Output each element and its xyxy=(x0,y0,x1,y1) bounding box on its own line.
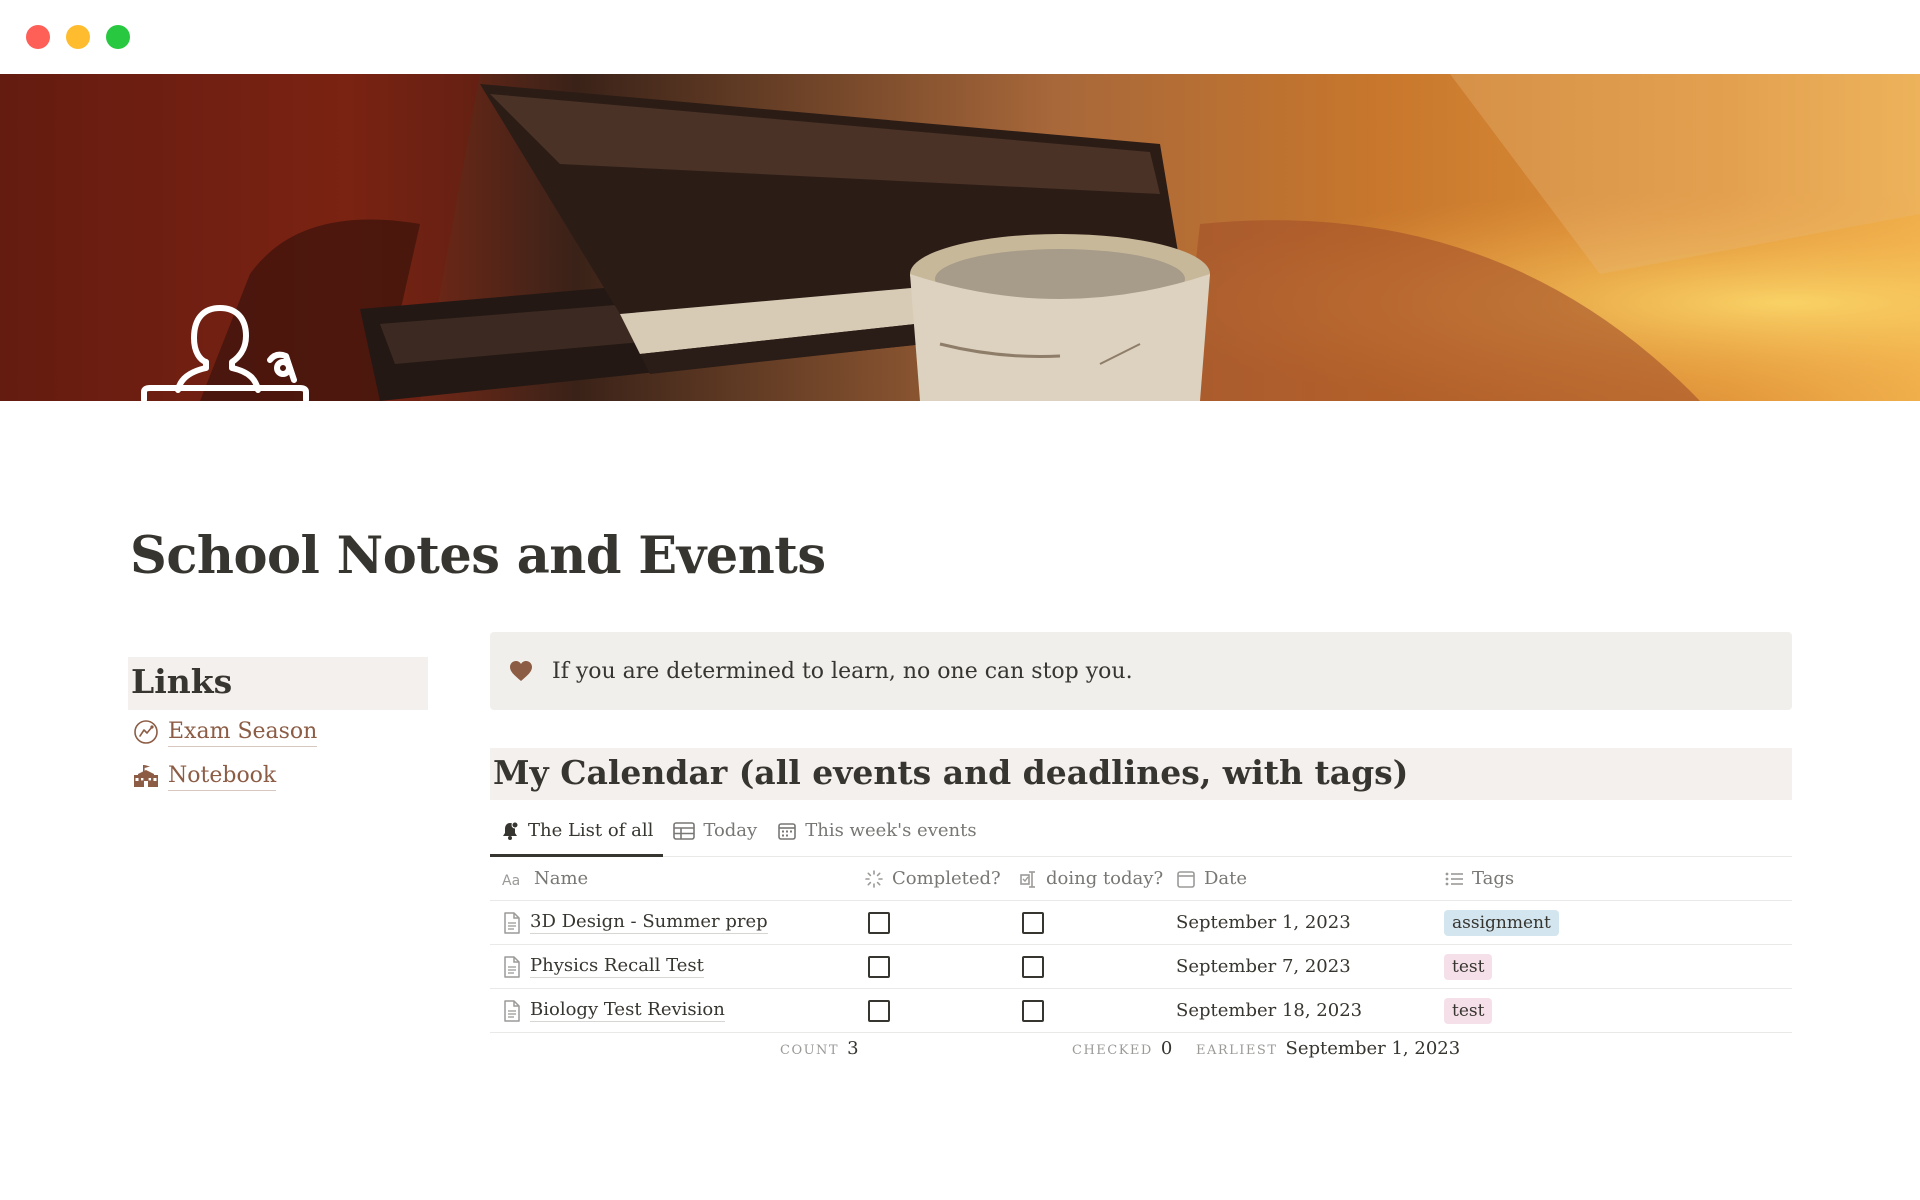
tab-label: The List of all xyxy=(528,820,654,841)
date-cell[interactable] xyxy=(1176,901,1444,944)
column-header-tags[interactable] xyxy=(1444,857,1792,900)
column-header-name[interactable] xyxy=(490,857,864,900)
row-date: September 7, 2023 xyxy=(1176,956,1351,977)
table-footer xyxy=(490,1032,1792,1072)
calendar-table xyxy=(490,857,1792,1033)
completed-checkbox[interactable] xyxy=(868,1000,890,1022)
tag-badge: assignment xyxy=(1444,910,1559,936)
column-header-label: Tags xyxy=(1472,868,1515,889)
callout-text: If you are determined to learn, no one can stop you. xyxy=(552,658,1133,684)
earliest-label: EARLIEST xyxy=(1196,1043,1278,1058)
tab-today[interactable] xyxy=(663,805,767,856)
doing-today-cell[interactable] xyxy=(1018,901,1176,944)
completed-checkbox[interactable] xyxy=(868,956,890,978)
text-property-icon xyxy=(502,871,526,887)
multi-select-property-icon xyxy=(1444,870,1464,888)
table-icon xyxy=(673,822,695,840)
chart-circle-icon xyxy=(132,718,160,746)
row-date: September 1, 2023 xyxy=(1176,912,1351,933)
link-notebook[interactable] xyxy=(128,754,428,798)
maximize-window-button[interactable] xyxy=(106,25,130,49)
document-icon xyxy=(502,1000,522,1022)
column-header-date[interactable] xyxy=(1176,857,1444,900)
heart-icon xyxy=(508,658,534,684)
count-label: COUNT xyxy=(780,1043,840,1058)
table-row[interactable] xyxy=(490,989,1792,1033)
tags-cell[interactable] xyxy=(1444,901,1792,944)
window-titlebar xyxy=(0,0,1920,74)
checkbox-property-icon xyxy=(1018,869,1038,889)
tag-badge: test xyxy=(1444,954,1492,980)
doing-today-checkbox[interactable] xyxy=(1022,1000,1044,1022)
quote-callout[interactable] xyxy=(490,632,1792,710)
column-header-doing-today[interactable] xyxy=(1018,857,1176,900)
count-calculation[interactable] xyxy=(780,1038,859,1059)
svg-text:Aa: Aa xyxy=(502,872,521,887)
date-property-icon xyxy=(1176,869,1196,889)
row-name[interactable]: Biology Test Revision xyxy=(530,999,725,1020)
name-cell[interactable] xyxy=(490,901,864,944)
doing-today-checkbox[interactable] xyxy=(1022,956,1044,978)
status-property-icon xyxy=(864,869,884,889)
name-cell[interactable] xyxy=(490,989,864,1032)
doing-today-cell[interactable] xyxy=(1018,945,1176,988)
checked-calculation[interactable] xyxy=(1072,1038,1172,1059)
bell-icon xyxy=(500,821,520,841)
tags-cell[interactable] xyxy=(1444,945,1792,988)
links-section xyxy=(128,657,428,798)
doing-today-cell[interactable] xyxy=(1018,989,1176,1032)
checked-label: CHECKED xyxy=(1072,1043,1153,1058)
table-header-row xyxy=(490,857,1792,901)
close-window-button[interactable] xyxy=(26,25,50,49)
date-cell[interactable] xyxy=(1176,989,1444,1032)
date-cell[interactable] xyxy=(1176,945,1444,988)
calendar-icon xyxy=(777,821,797,841)
column-header-label: Date xyxy=(1204,868,1248,889)
minimize-window-button[interactable] xyxy=(66,25,90,49)
links-heading: Links xyxy=(128,657,428,710)
column-header-completed[interactable] xyxy=(864,857,1018,900)
document-icon xyxy=(502,956,522,978)
tab-this-weeks-events[interactable] xyxy=(767,805,986,856)
completed-checkbox[interactable] xyxy=(868,912,890,934)
row-name[interactable]: Physics Recall Test xyxy=(530,955,704,976)
table-row[interactable] xyxy=(490,901,1792,945)
person-at-desk-icon[interactable] xyxy=(140,300,310,404)
count-value: 3 xyxy=(847,1038,859,1059)
tab-label: This week's events xyxy=(805,820,977,841)
tags-cell[interactable] xyxy=(1444,989,1792,1032)
column-header-label: doing today? xyxy=(1046,868,1164,889)
page-title[interactable]: School Notes and Events xyxy=(130,526,826,586)
earliest-calculation[interactable] xyxy=(1196,1038,1460,1059)
table-row[interactable] xyxy=(490,945,1792,989)
row-date: September 18, 2023 xyxy=(1176,1000,1363,1021)
tab-label: Today xyxy=(703,820,758,841)
column-header-label: Name xyxy=(534,868,589,889)
column-header-label: Completed? xyxy=(892,868,1001,889)
school-building-icon xyxy=(132,762,160,790)
earliest-value: September 1, 2023 xyxy=(1285,1038,1461,1059)
link-label[interactable]: Exam Season xyxy=(168,718,317,747)
view-tabs xyxy=(490,805,1792,857)
tab-the-list-of-all[interactable] xyxy=(490,805,663,857)
completed-cell[interactable] xyxy=(864,989,1018,1032)
completed-cell[interactable] xyxy=(864,901,1018,944)
link-label[interactable]: Notebook xyxy=(168,762,276,791)
name-cell[interactable] xyxy=(490,945,864,988)
tag-badge: test xyxy=(1444,998,1492,1024)
document-icon xyxy=(502,912,522,934)
link-exam-season[interactable] xyxy=(128,710,428,754)
doing-today-checkbox[interactable] xyxy=(1022,912,1044,934)
completed-cell[interactable] xyxy=(864,945,1018,988)
checked-value: 0 xyxy=(1160,1038,1173,1059)
calendar-heading[interactable]: My Calendar (all events and deadlines, with tags) xyxy=(490,748,1792,800)
row-name[interactable]: 3D Design - Summer prep xyxy=(530,911,768,932)
